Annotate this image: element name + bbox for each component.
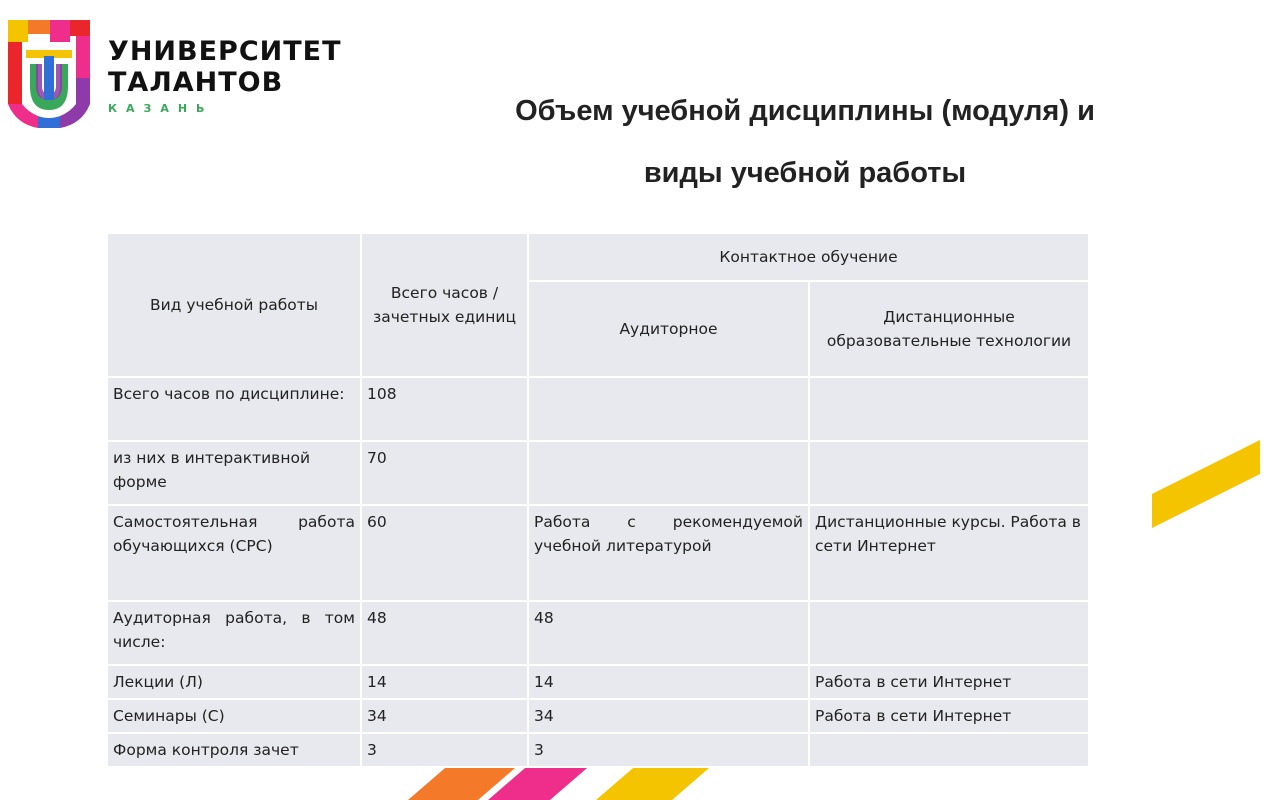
cell-distance: Работа в сети Интернет xyxy=(809,699,1089,733)
cell-total: 70 xyxy=(361,441,528,505)
cell-classroom: 14 xyxy=(528,665,809,699)
cell-distance xyxy=(809,601,1089,665)
header-distance-tech: Дистанционные образовательные технологии xyxy=(809,281,1089,377)
table-row xyxy=(107,377,1089,441)
brand-name-line1: УНИВЕРСИТЕТ xyxy=(108,36,342,67)
table-row xyxy=(107,733,1089,767)
cell-type: Самостоятельная работа обучающихся (СРС) xyxy=(107,505,361,601)
cell-distance: Дистанционные курсы. Работа в сети Интернет xyxy=(809,505,1089,601)
cell-distance xyxy=(809,441,1089,505)
cell-type: Аудиторная работа, в том числе: xyxy=(107,601,361,665)
table-row xyxy=(107,699,1089,733)
cell-distance xyxy=(809,733,1089,767)
slide-title-line1: Объем учебной дисциплины (модуля) и xyxy=(515,95,1095,127)
cell-classroom: 48 xyxy=(528,601,809,665)
header-total-hours: Всего часов / зачетных единиц xyxy=(361,233,528,377)
brand-name-line2: ТАЛАНТОВ xyxy=(108,67,284,98)
cell-type: Всего часов по дисциплине: xyxy=(107,377,361,441)
yellow-stripe-right xyxy=(1152,440,1260,528)
cell-total: 3 xyxy=(361,733,528,767)
cell-classroom: 3 xyxy=(528,733,809,767)
cell-total: 14 xyxy=(361,665,528,699)
cell-type: Форма контроля зачет xyxy=(107,733,361,767)
table-row xyxy=(107,665,1089,699)
cell-total: 48 xyxy=(361,601,528,665)
table-row xyxy=(107,505,1089,601)
cell-total: 108 xyxy=(361,377,528,441)
table-row xyxy=(107,441,1089,505)
cell-classroom xyxy=(528,441,809,505)
cell-total: 60 xyxy=(361,505,528,601)
cell-classroom: 34 xyxy=(528,699,809,733)
cell-total: 34 xyxy=(361,699,528,733)
header-classroom: Аудиторное xyxy=(528,281,809,377)
study-work-table xyxy=(106,232,1090,768)
cell-classroom xyxy=(528,377,809,441)
header-contact-learning: Контактное обучение xyxy=(528,233,1089,281)
brand-city: КАЗАНЬ xyxy=(108,102,214,115)
cell-type: из них в интерактивной форме xyxy=(107,441,361,505)
table-row xyxy=(107,601,1089,665)
header-work-type: Вид учебной работы xyxy=(107,233,361,377)
cell-distance xyxy=(809,377,1089,441)
cell-type: Лекции (Л) xyxy=(107,665,361,699)
slide-title-line2: виды учебной работы xyxy=(643,157,967,189)
cell-classroom: Работа с рекомендуемой учебной литературой xyxy=(528,505,809,601)
cell-distance: Работа в сети Интернет xyxy=(809,665,1089,699)
cell-type: Семинары (С) xyxy=(107,699,361,733)
